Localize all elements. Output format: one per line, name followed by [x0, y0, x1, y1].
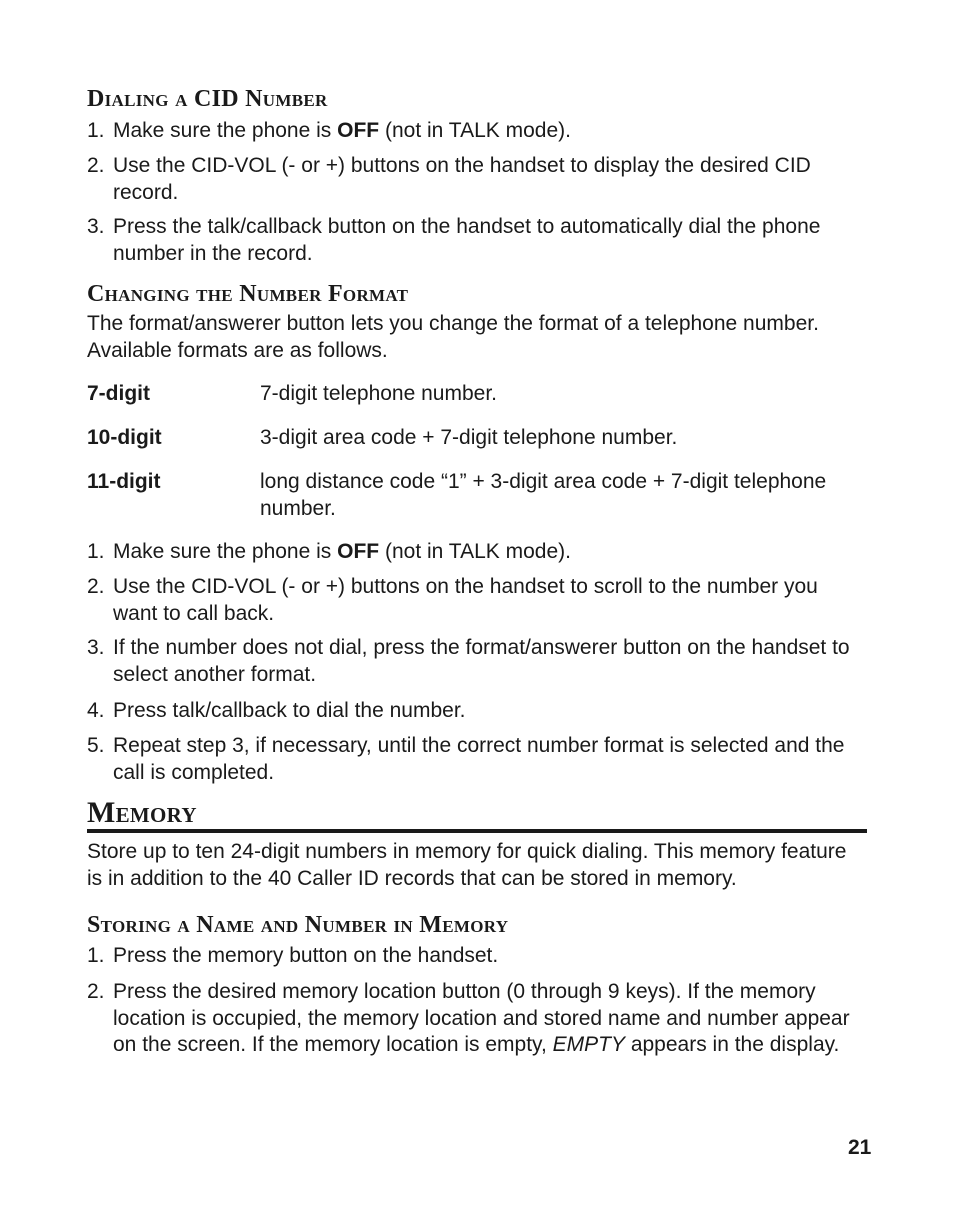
step-number: 3.	[87, 215, 105, 238]
list-item	[87, 574, 867, 627]
step-text: Press the memory button on the handset.	[113, 944, 499, 967]
step-number: 1.	[87, 540, 105, 563]
format-intro: The format/answerer button lets you change the format of a telephone number. Available formats are as follows.	[87, 312, 819, 362]
format-term: 10-digit	[87, 426, 162, 449]
step-text: Repeat step 3, if necessary, until the correct number format is selected and the call is completed.	[113, 734, 845, 784]
memory-intro: Store up to ten 24-digit numbers in memory for quick dialing. This memory feature is in addition to the 40 Caller ID records that can be stored in memory.	[87, 840, 847, 890]
step-text: If the number does not dial, press the format/answerer button on the handset to select another format.	[113, 636, 850, 686]
step-number: 1.	[87, 119, 105, 142]
off-label: OFF	[337, 119, 380, 142]
list-item	[87, 698, 867, 725]
step-number: 3.	[87, 636, 105, 659]
section-heading-memory: Memory	[87, 796, 197, 829]
page-number: 21	[848, 1136, 872, 1159]
step-text: Press the desired memory location button (0 through 9 keys). If the memory location is occupied, the memory location and stored name and number appear on the screen. If the memory location is empty, EMPTY appears in the display.	[113, 980, 850, 1056]
format-term: 7-digit	[87, 382, 150, 405]
step-number: 2.	[87, 154, 105, 177]
list-item	[87, 979, 867, 1059]
step-text: Make sure the phone is OFF (not in TALK mode).	[113, 540, 571, 563]
list-item	[87, 635, 867, 688]
list-item	[87, 214, 867, 267]
list-item	[87, 943, 867, 970]
step-text: Use the CID-VOL (- or +) buttons on the handset to display the desired CID record.	[113, 154, 811, 204]
section-heading-storing-memory: Storing a Name and Number in Memory	[87, 912, 509, 938]
section-divider	[87, 829, 867, 833]
section-heading-number-format: Changing the Number Format	[87, 281, 409, 307]
section-heading-dialing-cid: Dialing a CID Number	[87, 86, 328, 112]
empty-label: EMPTY	[552, 1033, 625, 1056]
step-number: 5.	[87, 734, 105, 757]
step-text: Press the talk/callback button on the handset to automatically dial the phone number in the record.	[113, 215, 821, 265]
format-term: 11-digit	[87, 470, 161, 493]
format-description: 7-digit telephone number.	[260, 382, 497, 405]
step-text: Make sure the phone is OFF (not in TALK mode).	[113, 119, 571, 142]
list-item	[87, 118, 867, 145]
off-label: OFF	[337, 540, 380, 563]
step-text: Use the CID-VOL (- or +) buttons on the handset to scroll to the number you want to call back.	[113, 575, 818, 625]
list-item	[87, 733, 867, 786]
step-number: 1.	[87, 944, 105, 967]
format-description: 3-digit area code + 7-digit telephone number.	[260, 426, 678, 449]
step-number: 2.	[87, 575, 105, 598]
list-item	[87, 153, 867, 206]
format-description: long distance code “1” + 3-digit area code + 7-digit telephone number.	[260, 470, 827, 520]
step-number: 4.	[87, 699, 105, 722]
list-item	[87, 539, 867, 566]
step-text: Press talk/callback to dial the number.	[113, 699, 466, 722]
step-number: 2.	[87, 980, 105, 1003]
